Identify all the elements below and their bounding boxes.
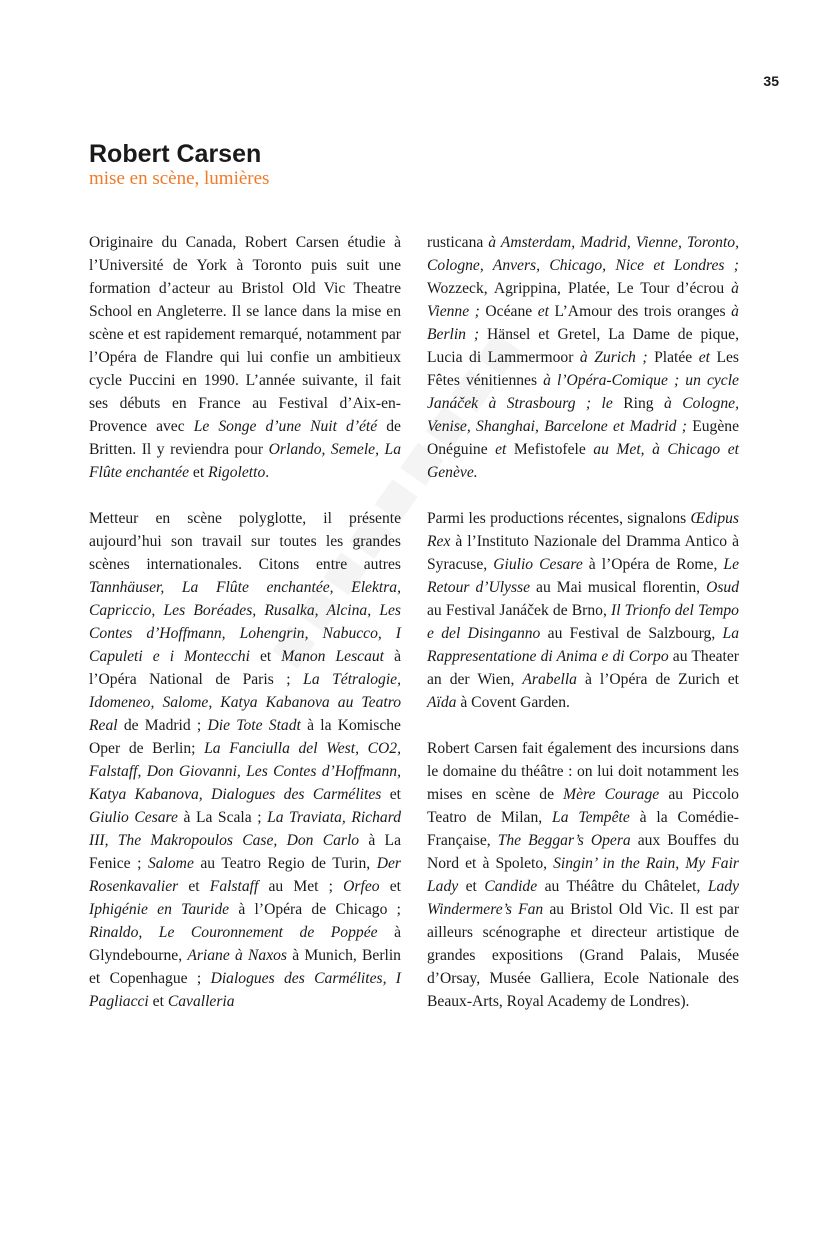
text-run: à Munich, Berlin et Copenhague ; [89,947,401,987]
text-run: Océane [485,303,533,320]
text-run: au Met ; [258,878,344,895]
person-name: Robert Carsen [89,140,262,168]
text-run: à l’Instituto Nazionale del Dramma Antico à Syracuse, [427,533,739,573]
work-title: au Met, à Chicago et Genève. [427,441,739,481]
text-run: et [381,786,401,803]
biography-paragraph [89,507,401,1013]
work-title: Œdipus Rex [427,510,739,550]
text-run: . [265,464,270,481]
text-run: et [249,648,282,665]
work-title: Mère Courage [563,786,660,803]
work-title: Rigoletto [208,464,266,481]
text-run: Ring [623,395,654,412]
work-title: Lady Windermere’s Fan [427,878,739,918]
work-title: et [532,303,555,320]
work-title: Cavalleria [167,993,235,1010]
work-title: Dialogues des Carmélites, I Pagliacci [89,970,401,1010]
work-title: La Fanciulla del West, CO2, Falstaff, Don Giovanni, Les Contes d’Hoffmann, Katya Kabanova, Dialogues des Carmélites [89,740,401,803]
work-title: Aïda [427,694,457,711]
work-title: The Beggar’s Opera [497,832,631,849]
text-run: et [178,878,210,895]
work-title: La Rappresentatione di Anima e di Corpo [427,625,740,665]
work-title: Candide [484,878,538,895]
page-number: 35 [763,73,779,89]
work-title: Manon Lescaut [281,648,385,665]
text-run: à la Komische Oper de Berlin; [89,717,401,757]
work-title: La Tempête [552,809,630,826]
text-run: à Covent Garden. [456,694,570,711]
text-run: Metteur en scène polyglotte, il présente aujourd’hui son travail sur toutes les grandes scènes internationales. Citons entre autres [89,510,401,573]
work-title: Tannhäuser, La Flûte enchantée, Elektra, Capriccio, Les Boréades, Rusalka, Alcina, Les Contes d’Hoffmann, Lohengrin, Nabucco, I Capuleti e i Montecchi [89,579,401,665]
text-run: et [148,993,168,1010]
work-title: Ariane à Naxos [187,947,287,964]
work-title: Osud [706,579,739,596]
work-title: Rinaldo, Le Couronnement de Poppée [89,924,378,941]
text-run: à l’Opéra National de Paris ; [89,648,402,688]
work-title: Falstaff [209,878,259,895]
work-title: à Amsterdam, Madrid, Vienne, Toronto, Cologne, Anvers, Chicago, Nice et Londres ; [427,234,739,274]
text-run: de Madrid ; [117,717,208,734]
left-column [89,231,401,1036]
text-run: à l’Opéra de Zurich et [576,671,739,688]
text-run: à l’Opéra de Rome, [582,556,724,573]
text-run: au Bristol Old Vic. Il est par ailleurs scénographe et directeur artistique de grandes expositions (Grand Palais, Musée d’Orsay, Musée Galliera, Ecole Nationale des Beaux-Arts, Royal Academy de Londres). [427,901,740,1010]
right-column [427,231,739,1036]
work-title: La Tétralogie, Idomeneo, Salome, Katya Kabanova au Teatro Real [89,671,401,734]
text-run: à La Fenice ; [89,832,402,872]
work-title: Le Retour d’Ulysse [427,556,739,596]
biography-paragraph [427,507,739,714]
work-title: et [487,441,514,458]
text-run: Robert Carsen fait également des incursions dans le domaine du théâtre : on lui doit notamment les mises en scène de [427,740,739,803]
work-title: Singin’ in the Rain, My Fair Lady [427,855,739,895]
text-run: L’Amour des trois oranges [554,303,726,320]
work-title: à Vienne ; [427,280,739,320]
text-run: au Mai musical florentin, [530,579,707,596]
text-run: au Festival Janáček de Brno, [427,602,611,619]
work-title: Salome [147,855,194,872]
text-run: à la Comédie-Française, [427,809,739,849]
text-run: aux Bouffes du Nord et à Spoleto, [427,832,739,872]
text-run: Parmi les productions récentes, signalons [427,510,691,527]
text-run: rusticana [427,234,484,251]
text-run: et [189,464,209,481]
biography-paragraph [427,231,739,484]
work-title: à Berlin ; [427,303,739,343]
text-run: Platée [654,349,693,366]
biography-paragraph [427,737,739,1013]
text-run: à l’Opéra de Chicago ; [229,901,401,918]
work-title: La Traviata, Richard III, The Makropoulos Case, Don Carlo [89,809,401,849]
work-title: Il Trionfo del Tempo e del Disinganno [427,602,739,642]
text-run: Hänsel et Gretel, La Dame de pique, Lucia di Lammermoor [427,326,740,366]
text-run: au Teatro Regio de Turin, [193,855,377,872]
text-run: Eugène Onéguine [427,418,739,458]
text-run: Mefistofele [513,441,586,458]
page-header [89,140,269,190]
person-role: mise en scène, lumières [89,168,270,189]
text-run: et [379,878,401,895]
work-title: à Zurich ; [573,349,655,366]
work-title: Arabella [522,671,577,688]
work-title: Giulio Cesare [493,556,583,573]
work-title: Giulio Cesare [89,809,178,826]
text-run: Wozzeck, Agrippina, Platée, Le Tour d’écrou [427,280,725,297]
text-run: à La Scala ; [177,809,268,826]
work-title: Iphigénie en Tauride [89,901,230,918]
text-run: de Britten. Il y reviendra pour [89,418,401,458]
work-title: Der Rosenkavalier [89,855,401,895]
biography-paragraph [89,231,401,484]
text-run: Les Fêtes vénitiennes [427,349,739,389]
work-title: Le Songe d’une Nuit d’été [193,418,378,435]
work-title: Orlando, Semele, La Flûte enchantée [89,441,401,481]
work-title: et [692,349,717,366]
text-run: au Piccolo Teatro de Milan, [427,786,739,826]
text-run: au Theater an der Wien, [427,648,739,688]
text-run: Originaire du Canada, Robert Carsen étudie à l’Université de York à Toronto puis suit une formation d’acteur au Bristol Old Vic Theatre School en Angleterre. Il se lance dans la mise en scène et est rapidement remarqué, notamment par l’Opéra de Flandre qui lui confie un ambitieux cycle Puccini en 1990. L’année suivante, il fait ses débuts en France au Festival d’Aix-en-Provence avec [89,234,401,435]
text-run: à Glyndebourne, [89,924,401,964]
text-run: au Théâtre du Châtelet, [537,878,708,895]
work-title: Die Tote Stadt [207,717,301,734]
work-title: à l’Opéra-Comique ; un cycle Janáček à Strasbourg ; le [427,372,739,412]
work-title: à Cologne, Venise, Shanghai, Barcelone et Madrid ; [427,395,739,435]
work-title: Orfeo [343,878,380,895]
text-run: et [458,878,485,895]
text-run: au Festival de Salzbourg, [540,625,723,642]
